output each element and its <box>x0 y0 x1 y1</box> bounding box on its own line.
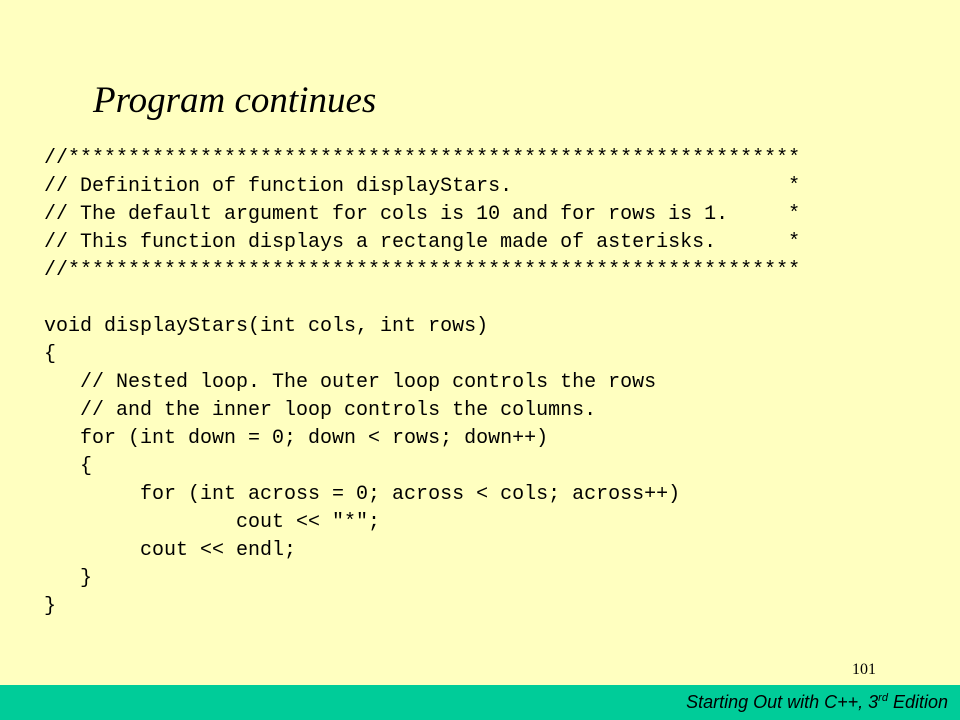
code-line: cout << "*"; <box>44 511 381 534</box>
code-line: // and the inner loop controls the columns. <box>44 399 597 422</box>
book-title-footer <box>686 691 948 713</box>
code-line: //************************************************************* <box>44 147 801 170</box>
code-line: } <box>44 595 57 618</box>
code-line: // Definition of function displayStars. * <box>44 175 801 198</box>
footer-ordinal-superscript: rd <box>878 692 888 704</box>
code-block <box>44 145 800 621</box>
footer-bar <box>0 685 960 720</box>
code-line: // The default argument for cols is 10 and for rows is 1. * <box>44 203 801 226</box>
footer-edition-text: Edition <box>887 692 948 712</box>
code-line: for (int down = 0; down < rows; down++) <box>44 427 549 450</box>
code-line: void displayStars(int cols, int rows) <box>44 315 489 338</box>
code-line <box>44 285 800 313</box>
page-number: 101 <box>852 661 876 678</box>
code-line: //************************************************************* <box>44 259 801 282</box>
code-line: // This function displays a rectangle made of asterisks. * <box>44 231 801 254</box>
slide-title: Program continues <box>93 80 377 121</box>
footer-title-text: Starting Out with C++, 3 <box>686 692 879 712</box>
code-line: // Nested loop. The outer loop controls the rows <box>44 371 657 394</box>
code-line: { <box>44 455 93 478</box>
code-line: } <box>44 567 93 590</box>
code-line: { <box>44 343 57 366</box>
code-line: cout << endl; <box>44 539 297 562</box>
code-line: for (int across = 0; across < cols; across++) <box>44 483 681 506</box>
